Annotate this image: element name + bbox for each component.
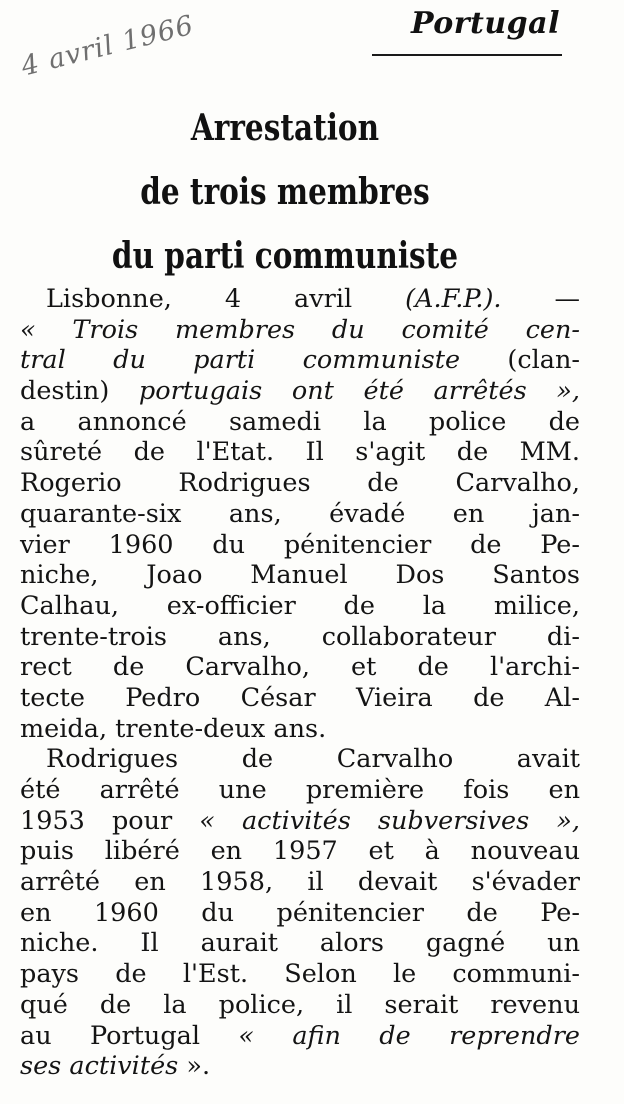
paragraph-2-line: niche. Il aurait alors gagné un <box>20 928 580 959</box>
headline-line-2: de trois membres <box>140 171 430 213</box>
paragraph-1-line: Rogerio Rodrigues de Carvalho, <box>20 468 580 499</box>
paragraph-1-line: Calhau, ex-officier de la milice, <box>20 590 580 621</box>
paragraph-2-line: été arrêté une première fois en <box>20 775 580 805</box>
paragraph-1-line: destin) portugais ont été arrêtés », <box>20 376 580 407</box>
paragraph-2-line: arrêté en 1958, il devait s'évader <box>20 867 580 898</box>
headline-line-1: Arrestation <box>190 107 380 149</box>
paragraph-1-line: trente-trois ans, collaborateur di- <box>20 621 580 652</box>
paragraph-2-line: Rodrigues de Carvalho avait <box>46 744 580 775</box>
paragraph-2-line: pays de l'Est. Selon le communi- <box>20 959 580 990</box>
handwritten-date: 4 avril 1966 <box>18 9 198 83</box>
paragraph-1-line: niche, Joao Manuel Dos Santos <box>20 560 580 591</box>
paragraph-1-line: tral du parti communiste (clan- <box>20 345 580 376</box>
paragraph-1-line: a annoncé samedi la police de <box>20 406 580 437</box>
headline <box>0 96 570 288</box>
paragraph-1-line: vier 1960 du pénitencier de Pe- <box>20 529 580 560</box>
paragraph-1-line: Lisbonne, 4 avril (A.F.P.). — <box>46 284 581 314</box>
paragraph-2-line: au Portugal « afin de reprendre <box>20 1020 580 1051</box>
headline-line-3: du parti communiste <box>111 235 459 277</box>
paragraph-1-line: quarante-six ans, évadé en jan- <box>20 498 580 529</box>
section-label: Portugal <box>410 6 560 41</box>
paragraph-1-line: rect de Carvalho, et de l'archi- <box>20 652 580 683</box>
paragraph-2-line: 1953 pour « activités subversives », <box>20 805 580 836</box>
paragraph-1-line: meida, trente-deux ans. <box>20 713 327 744</box>
article-body <box>20 284 580 1082</box>
paragraph-1-line: tecte Pedro César Vieira de Al- <box>20 682 580 713</box>
paragraph-2-line: qué de la police, il serait revenu <box>20 989 580 1020</box>
paragraph-1-line: sûreté de l'Etat. Il s'agit de MM. <box>20 437 580 468</box>
section-rule <box>372 54 562 56</box>
paragraph-2-line: puis libéré en 1957 et à nouveau <box>20 836 580 867</box>
paragraph-1-line: « Trois membres du comité cen- <box>20 314 580 345</box>
paragraph-2-line: en 1960 du pénitencier de Pe- <box>20 897 580 928</box>
paragraph-2-line: ses activités ». <box>20 1051 211 1082</box>
